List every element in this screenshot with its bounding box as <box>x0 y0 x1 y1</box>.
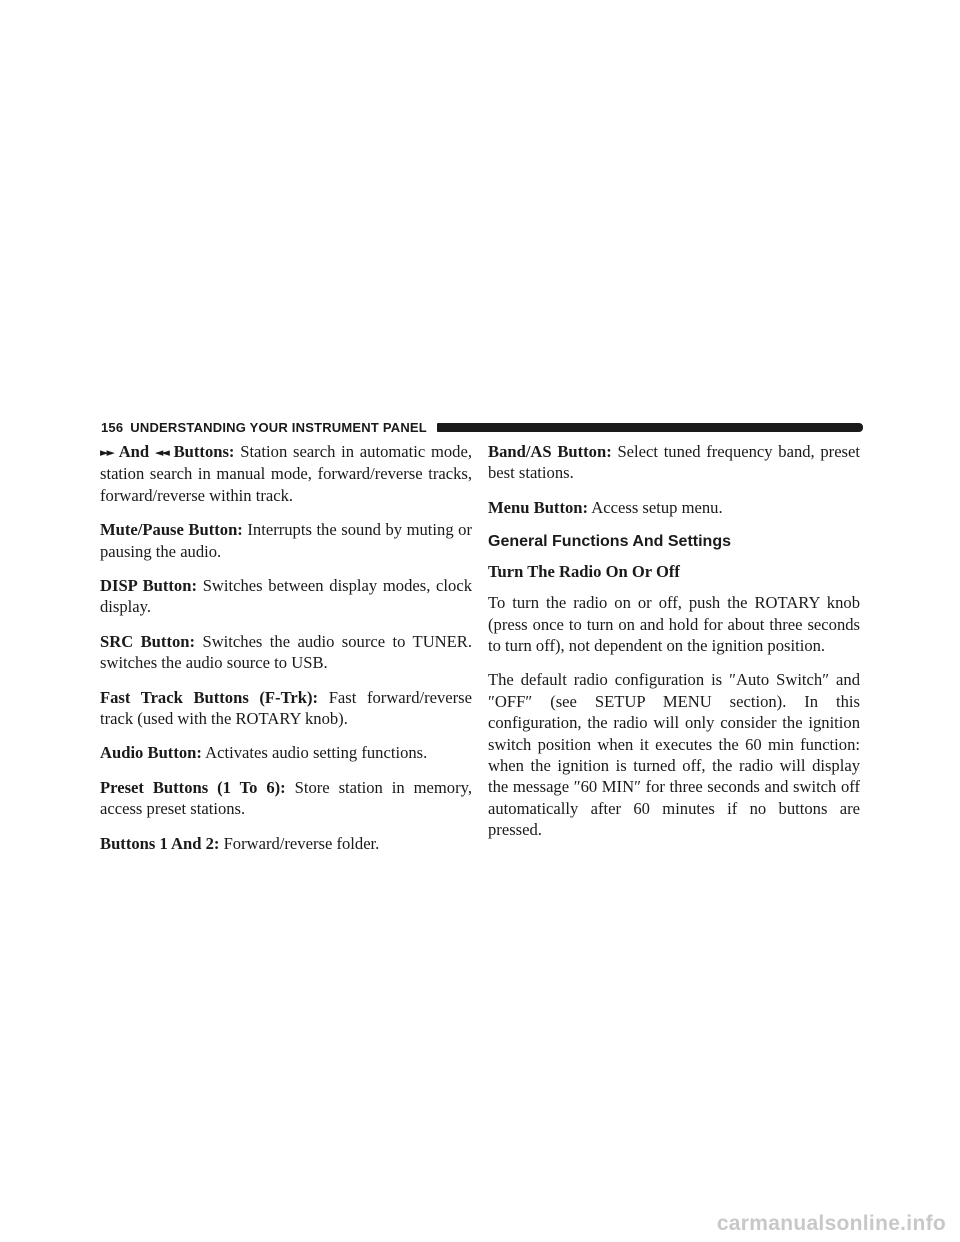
subsection-heading: Turn The Radio On Or Off <box>488 562 680 582</box>
band-term: Band/AS Button: <box>488 442 612 461</box>
power-paragraph: To turn the radio on or off, push the ROTARY knob (press once to turn on and hold for about three seconds to turn off), not dependent on the ignition position. <box>488 593 860 656</box>
band-button-entry <box>488 441 860 484</box>
buttons-1-2-term: Buttons 1 And 2: <box>100 833 220 853</box>
page-number: 156 <box>101 419 124 435</box>
mute-button-entry <box>100 519 472 562</box>
ftrk-term: Fast Track Buttons (F-Trk): <box>100 687 319 707</box>
site-watermark: carmanualsonline.info <box>716 1212 946 1235</box>
disp-button-entry <box>100 575 472 618</box>
section-heading: General Functions And Settings <box>488 533 731 551</box>
src-button-entry <box>100 631 472 674</box>
seek-buttons-entry <box>100 441 472 506</box>
audio-text: Activates audio setting functions. <box>205 743 428 763</box>
header-rule <box>437 423 863 432</box>
band-text: Select tuned frequency band, preset best stations. <box>488 442 860 483</box>
mute-text: Interrupts the sound by muting or pausing the audio. <box>100 520 472 561</box>
disp-text: Switches between display modes, clock display. <box>100 576 472 617</box>
rewind-icon: ◄◄ <box>154 446 168 459</box>
left-column <box>100 441 472 867</box>
src-text: Switches the audio source to TUNER. switches the audio source to USB. <box>100 631 473 673</box>
preset-buttons-entry <box>100 777 472 820</box>
buttons-1-2-text: Forward/reverse folder. <box>223 833 380 853</box>
right-column <box>488 441 860 854</box>
ftrk-text: Fast forward/reverse track (used with the ROTARY knob). <box>100 687 472 729</box>
disp-term: DISP Button: <box>100 576 197 596</box>
mute-term: Mute/Pause Button: <box>100 520 243 540</box>
seek-term: Buttons: <box>173 442 235 461</box>
seek-text: Station search in automatic mode, station search in manual mode, forward/reverse tracks, forward/reverse within track. <box>100 442 472 505</box>
buttons-1-2-entry <box>100 833 472 854</box>
fast-forward-icon: ►► <box>100 446 113 459</box>
menu-text: Access setup menu. <box>591 497 723 517</box>
page-header <box>101 417 863 437</box>
menu-button-entry <box>488 497 860 518</box>
ftrk-buttons-entry <box>100 687 472 730</box>
default-config-paragraph: The default radio configuration is ″Auto Switch″ and ″OFF″ (see SETUP MENU section). In this configuration, the radio will only consider the ignition switch position when it executes the 60 min function: when the ignition is turned off, the radio will display the message ″60 MIN″ for three seconds and switch off automatically after 60 minutes if no buttons are pressed. <box>488 670 860 840</box>
menu-term: Menu Button: <box>488 497 589 517</box>
src-term: SRC Button: <box>100 631 196 651</box>
audio-button-entry <box>100 742 472 763</box>
section-title: UNDERSTANDING YOUR INSTRUMENT PANEL <box>130 419 427 435</box>
audio-term: Audio Button: <box>100 743 202 763</box>
seek-and-label: And <box>118 442 150 461</box>
preset-term: Preset Buttons (1 To 6): <box>100 777 286 797</box>
preset-text: Store station in memory, access preset stations. <box>100 777 472 819</box>
